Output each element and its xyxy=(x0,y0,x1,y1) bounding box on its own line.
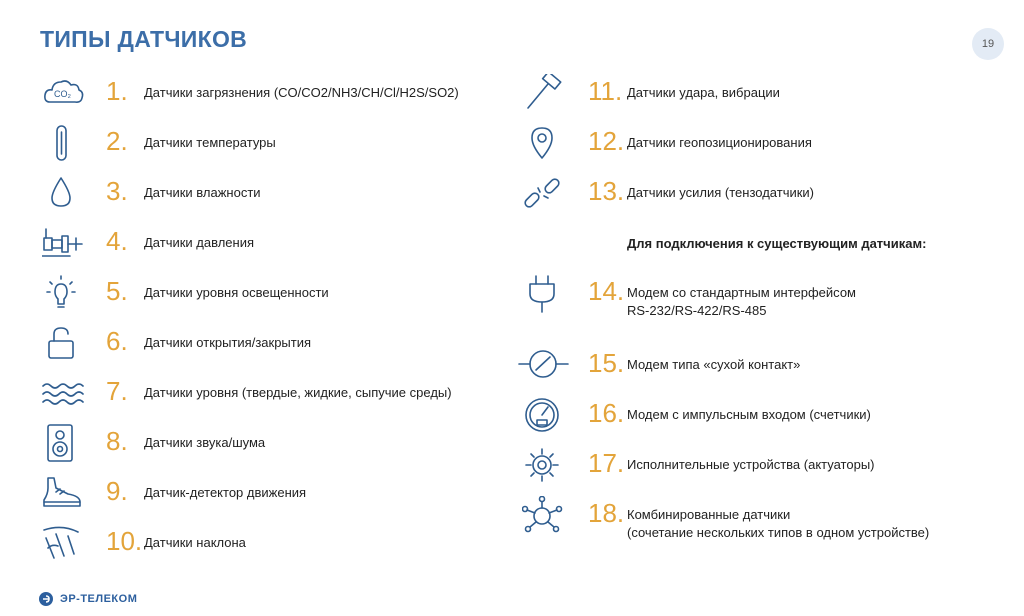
broken-chain-icon xyxy=(522,174,566,214)
item-number: 8. xyxy=(106,426,128,456)
waves-icon xyxy=(42,374,86,414)
item-number: 17. xyxy=(588,448,625,478)
list-item xyxy=(42,124,502,164)
item-label-line2: (сочетание нескольких типов в одном устройстве) xyxy=(627,525,930,540)
logo-text: ЭР-ТЕЛЕКОМ xyxy=(60,593,138,605)
water-drop-icon xyxy=(42,174,86,214)
vise-icon xyxy=(42,224,86,264)
gear-icon xyxy=(522,446,566,486)
item-label: Датчики загрязнения (CO/CO2/NH3/CH/Cl/H2S/SO2) xyxy=(144,85,459,100)
item-label: Датчики уровня (твердые, жидкие, сыпучие среды) xyxy=(144,385,452,400)
item-label: Модем с импульсным входом (счетчики) xyxy=(627,407,871,422)
padlock-icon xyxy=(42,324,86,364)
location-pin-icon xyxy=(522,124,566,164)
gauge-meter-icon xyxy=(522,396,566,436)
item-label: Датчики звука/шума xyxy=(144,435,266,450)
item-number: 5. xyxy=(106,276,128,306)
power-plug-icon xyxy=(522,274,566,314)
hammer-icon xyxy=(522,74,566,114)
list-item xyxy=(42,274,502,314)
item-label: Датчики геопозиционирования xyxy=(627,135,812,150)
item-number: 6. xyxy=(106,326,128,356)
item-label: Датчики уровня освещенности xyxy=(144,285,329,300)
list-item xyxy=(42,174,502,214)
running-shoe-icon xyxy=(42,474,86,514)
item-number: 15. xyxy=(588,348,625,378)
network-hub-icon xyxy=(522,496,566,536)
page-number-badge: 19 xyxy=(972,28,1004,60)
item-number: 3. xyxy=(106,176,128,206)
item-number: 2. xyxy=(106,126,128,156)
list-item xyxy=(42,374,502,414)
switch-contact-icon xyxy=(518,346,570,386)
list-item xyxy=(522,124,1002,164)
list-item xyxy=(42,524,502,564)
item-label: Датчики влажности xyxy=(144,185,261,200)
item-label: Датчики усилия (тензодатчики) xyxy=(627,185,815,200)
item-label: Датчики наклона xyxy=(144,535,246,550)
item-number: 18. xyxy=(588,498,625,528)
item-number: 11. xyxy=(588,76,623,106)
item-label: Датчики удара, вибрации xyxy=(627,85,780,100)
item-number: 14. xyxy=(588,276,625,306)
list-item xyxy=(42,74,502,114)
company-logo xyxy=(38,591,137,607)
list-item xyxy=(518,346,1002,386)
item-label: Датчик-детектор движения xyxy=(144,485,307,500)
list-item xyxy=(522,174,1002,214)
item-number: 12. xyxy=(588,126,625,156)
svg-text:CO₂: CO₂ xyxy=(54,89,71,99)
item-number: 1. xyxy=(106,76,128,106)
item-number: 13. xyxy=(588,176,625,206)
list-item xyxy=(42,424,502,464)
item-number: 10. xyxy=(106,526,143,556)
list-item xyxy=(522,274,1002,318)
item-label: Датчики давления xyxy=(144,235,255,250)
list-item xyxy=(42,474,502,514)
list-item xyxy=(42,224,502,264)
er-telecom-logo-icon xyxy=(38,591,54,607)
tilt-icon xyxy=(42,524,86,564)
item-label-line2: RS-232/RS-422/RS-485 xyxy=(627,303,767,318)
item-label: Исполнительные устройства (актуаторы) xyxy=(627,457,875,472)
thermometer-icon xyxy=(42,124,86,164)
list-item xyxy=(522,74,1002,114)
list-item xyxy=(522,446,1002,486)
item-number: 16. xyxy=(588,398,625,428)
light-bulb-icon xyxy=(42,274,86,314)
list-item xyxy=(522,396,1002,436)
section-subheading: Для подключения к существующим датчикам: xyxy=(627,236,927,251)
item-number: 4. xyxy=(106,226,128,256)
list-item xyxy=(42,324,502,364)
item-label: Комбинированные датчики xyxy=(627,507,791,522)
item-number: 9. xyxy=(106,476,128,506)
item-label: Датчики открытия/закрытия xyxy=(144,335,312,350)
item-label: Модем типа «сухой контакт» xyxy=(627,357,801,372)
list-item xyxy=(522,496,1002,540)
item-label: Датчики температуры xyxy=(144,135,276,150)
co2-cloud-icon xyxy=(42,74,86,114)
speaker-icon xyxy=(42,424,86,464)
item-label: Модем со стандартным интерфейсом xyxy=(627,285,856,300)
page-title: ТИПЫ ДАТЧИКОВ xyxy=(40,26,248,52)
item-number: 7. xyxy=(106,376,128,406)
